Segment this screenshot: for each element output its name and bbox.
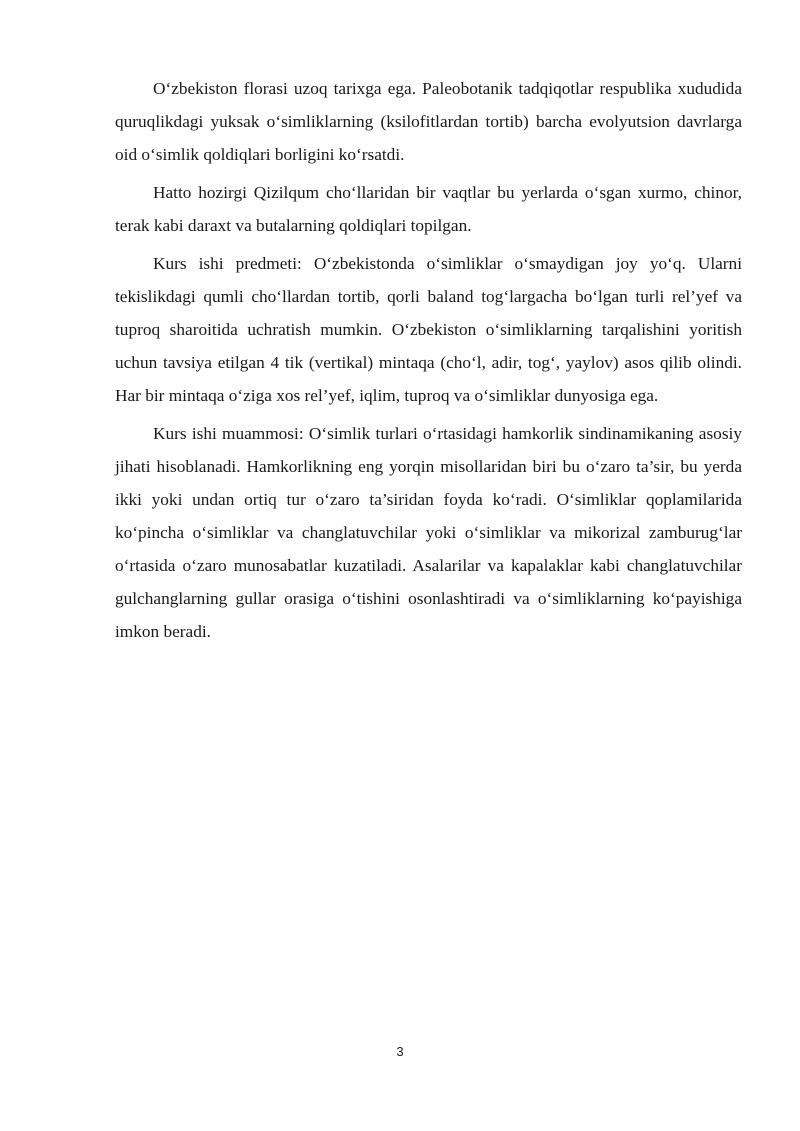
paragraph-kyzylkum-remains: Hatto hozirgi Qizilqum cho‘llaridan bir vaqtlar bu yerlarda o‘sgan xurmo, chinor, terak kabi daraxt va butalarning qoldiqlari topilgan. [115, 183, 742, 235]
paragraph-flora-history: O‘zbekiston florasi uzoq tarixga ega. Paleobotanik tadqiqotlar respublika xududida quruqlikdagi yuksak o‘simliklarning (ksilofitlardan tortib) barcha evolyutsion davrlarga oid o‘simlik qoldiqlari borligini ko‘rsatdi. [115, 79, 742, 164]
page-number: 3 [396, 1044, 404, 1059]
body-text [115, 72, 742, 653]
paragraph-course-problem: Kurs ishi muammosi: O‘simlik turlari o‘rtasidagi hamkorlik sindinamikaning asosiy jihati hisoblanadi. Hamkorlikning eng yorqin misollaridan biri bu o‘zaro ta’sir, bu yerda ikki yoki undan ortiq tur o‘zaro ta’siridan foyda ko‘radi. O‘simliklar qoplamilarida ko‘pincha o‘simliklar va changlatuvchilar yoki o‘simliklar va mikorizal zamburug‘lar o‘rtasida o‘zaro munosabatlar kuzatiladi. Asalarilar va kapalaklar kabi changlatuvchilar gulchanglarning gullar orasiga o‘tishini osonlashtiradi va o‘simliklarning ko‘payishiga imkon beradi. [115, 424, 742, 641]
paragraph-course-subject: Kurs ishi predmeti: O‘zbekistonda o‘simliklar o‘smaydigan joy yo‘q. Ularni tekislikdagi qumli cho‘llardan tortib, qorli baland tog‘largacha bo‘lgan turli rel’yef va tuproq sharoitida uchratish mumkin. O‘zbekiston o‘simliklarning tarqalishini yoritish uchun tavsiya etilgan 4 tik (vertikal) mintaqa (cho‘l, adir, tog‘, yaylov) asos qilib olindi. Har bir mintaqa o‘ziga xos rel’yef, iqlim, tuproq va o‘simliklar dunyosiga ega. [115, 254, 742, 405]
